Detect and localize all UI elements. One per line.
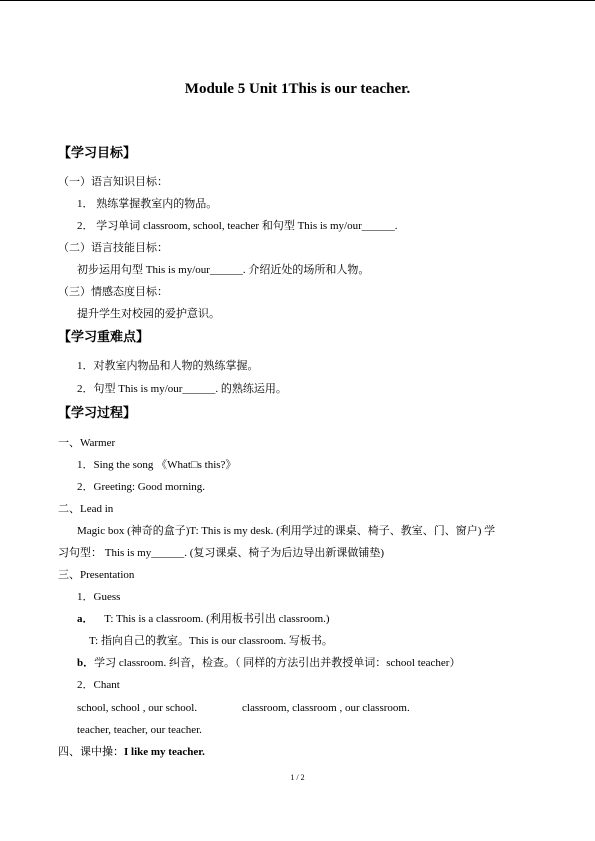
key-point-item: 1．对教室内物品和人物的熟练掌握。	[77, 360, 259, 372]
objective-item: 提升学生对校园的爱护意识。	[77, 308, 220, 320]
objective-item: 1． 熟练掌握教室内的物品。	[77, 198, 218, 210]
step-label: 四、课中操：	[58, 746, 124, 758]
objective-item: 初步运用句型 This is my/our______. 介绍近处的场所和人物。	[77, 264, 370, 276]
step-exercise	[58, 745, 205, 759]
section-header-key-points: 【学习重难点】	[58, 329, 150, 344]
step-item: 2．Chant	[77, 679, 120, 691]
step-item: 1．Sing the song 《What□s this?》	[77, 459, 237, 471]
item-label: a．	[77, 613, 94, 625]
chant-line: teacher, teacher, our teacher.	[77, 724, 202, 736]
section-header-process: 【学习过程】	[58, 405, 137, 420]
step-item: 1．Guess	[77, 591, 121, 603]
objective-language-knowledge: （一）语言知识目标：	[58, 176, 168, 188]
document-title: Module 5 Unit 1This is our teacher.	[184, 81, 411, 97]
item-label: b．	[77, 657, 95, 669]
step-paragraph: 习句型： This is my______. (复习课桌、椅子为后边导出新课做铺垫)	[58, 547, 385, 559]
chant-line: school, school , our school.	[77, 702, 198, 714]
step-item	[77, 656, 460, 670]
step-item	[77, 612, 330, 626]
key-point-item: 2．句型 This is my/our______. 的熟练运用。	[77, 383, 287, 395]
step-presentation: 三、Presentation	[58, 569, 135, 581]
objective-attitude: （三）情感态度目标：	[58, 286, 168, 298]
chant-line: classroom, classroom , our classroom.	[242, 702, 410, 714]
item-text: 学习 classroom. 纠音，检查。（ 同样的方法引出并教授单词：school teacher）	[94, 657, 461, 669]
item-text: T: This is a classroom. (利用板书引出 classroom.)	[104, 613, 330, 625]
step-lead-in: 二、Lead in	[58, 503, 114, 515]
step-item: T: 指向自己的教室。This is our classroom. 写板书。	[89, 635, 333, 647]
page-number: 1 / 2	[290, 773, 305, 782]
objective-language-skill: （二）语言技能目标：	[58, 242, 168, 254]
step-warmer: 一、Warmer	[58, 437, 116, 449]
step-title: I like my teacher.	[124, 746, 205, 758]
step-paragraph: Magic box (神奇的盒子)T: This is my desk. (利用学过的课桌、椅子、教室、门、窗户) 学	[77, 525, 496, 537]
objective-item: 2． 学习单词 classroom, school, teacher 和句型 This is my/our______.	[77, 220, 398, 232]
top-rule	[0, 0, 595, 1]
step-item: 2．Greeting: Good morning.	[77, 481, 206, 493]
section-header-objectives: 【学习目标】	[58, 145, 137, 160]
